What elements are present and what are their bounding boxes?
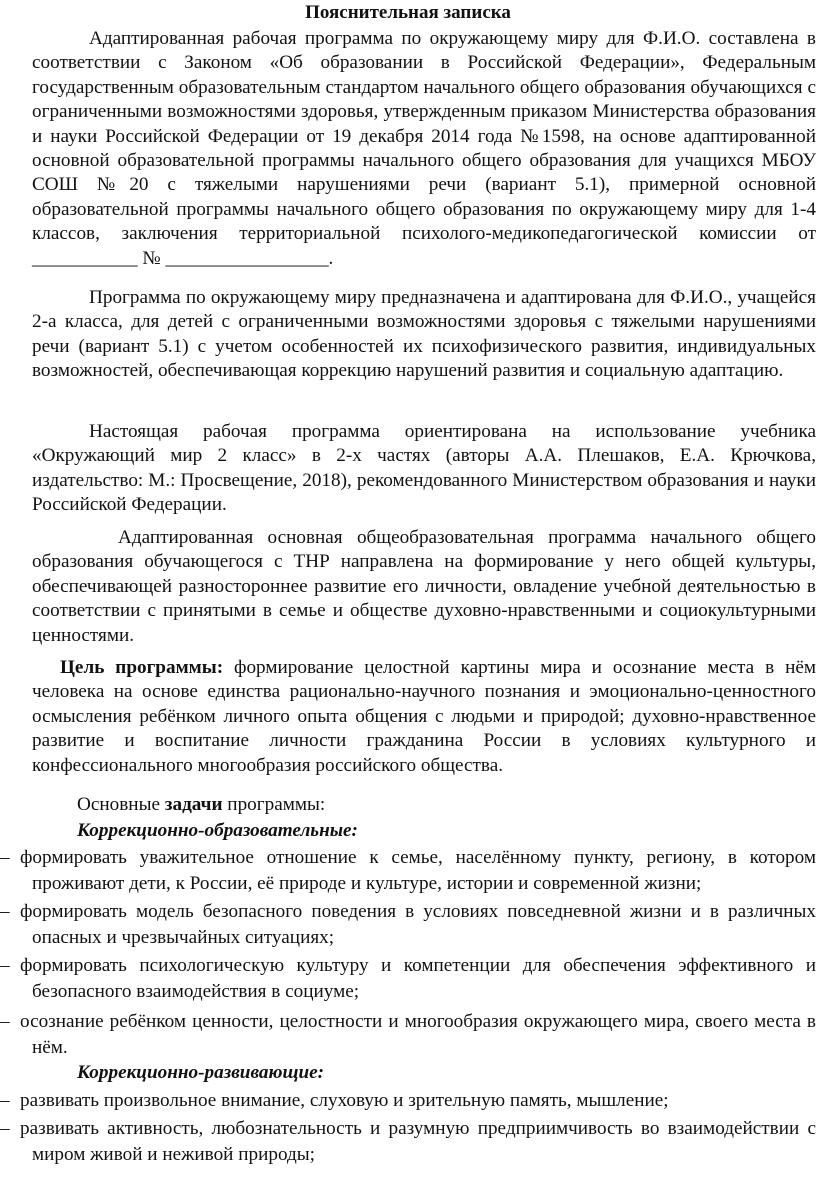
correctional-educational-heading: Коррекционно-образовательные:	[77, 820, 358, 841]
list-item	[0, 1116, 816, 1168]
list-item	[0, 899, 816, 951]
list-item-text: развивать активность, любознательность и разумную предприимчивость во взаимодействии с миром живой и неживой природы;	[20, 1118, 816, 1165]
number-blank: _________________	[165, 247, 329, 269]
page-title: Пояснительная записка	[305, 2, 511, 23]
dash-marker: –	[0, 1090, 10, 1111]
list-item-text: формировать психологическую культуру и компетенции для обеспечения эффективного и безопасного взаимодействия в социуме;	[20, 955, 816, 1002]
tasks-prefix: Основные	[77, 794, 165, 815]
list-item-text: формировать уважительное отношение к семье, населённому пункту, региону, в котором проживают дети, к России, её природе и культуре, истории и современной жизни;	[20, 847, 816, 894]
tasks-bold: задачи	[164, 794, 223, 815]
list-item-text: осознание ребёнком ценности, целостности и многообразия окружающего мира, своего места в нём.	[20, 1011, 816, 1058]
date-blank: ___________	[32, 247, 138, 269]
list-item	[0, 1088, 816, 1114]
paragraph-program: Адаптированная основная общеобразовательная программа начального общего образования обучающегося с ТНР направлена на формирование у него общей культуры, обеспечивающей разностороннее развитие его личности, овладение учебной деятельностью в соответствии с принятыми в семье и обществе духовно-нравственными и социокультурными ценностями.	[32, 527, 816, 646]
goal-label: Цель программы:	[60, 657, 224, 678]
number-sign: №	[142, 247, 161, 269]
paragraph-purpose: Программа по окружающему миру предназначена и адаптирована для Ф.И.О., учащейся 2-а класса, для детей с ограниченными возможностями здоровья с тяжелыми нарушениями речи (вариант 5.1) с учетом особенностей их психофизического развития, индивидуальных возможностей, обеспечивающая коррекцию нарушений развития и социальную адаптацию.	[32, 287, 816, 382]
correctional-developmental-heading: Коррекционно-развивающие:	[77, 1062, 325, 1083]
goal-text: формирование целостной картины мира и осознание места в нём человека на основе единства рационально-научного познания и эмоционально-ценностного осмысления ребёнком личного опыта общения с людьми и природой; духовно-нравственное развитие и воспитание личности гражданина России в условиях культурного и конфессионального многообразия российского общества.	[32, 657, 816, 776]
dash-marker: –	[0, 1011, 10, 1032]
list-item	[0, 953, 816, 1005]
list-item	[0, 1009, 816, 1061]
paragraph-goal	[32, 656, 816, 778]
tasks-heading	[77, 793, 325, 817]
paragraph-intro-end: .	[328, 247, 334, 269]
paragraph-textbook: Настоящая рабочая программа ориентирована на использование учебника «Окружающий мир 2 класс» в 2-х частях (авторы А.А. Плешаков, Е.А. Крючкова, издательство: М.: Просвещение, 2018), рекомендованного Министерством образования и науки Российской Федерации.	[32, 421, 816, 516]
paragraph-intro-text: Адаптированная рабочая программа по окружающему миру для Ф.И.О. составлена в соответствии с Законом «Об образовании в Российской Федерации», Федеральным государственным образовательным стандартом начального общего образования обучающихся с ограниченными возможностями здоровья, утвержденным приказом Министерства образования и науки Российской Федерации от 19 декабря 2014 года №1598, на основе адаптированной основной образовательной программы начального общего образования для учащихся МБОУ СОШ №20 с тяжелыми нарушениями речи (вариант 5.1), примерной основной образовательной программы начального общего образования по окружающему миру для 1-4 классов, заключения территориальной психолого-медикопедагогической комиссии от	[32, 28, 816, 245]
dash-marker: –	[0, 1118, 10, 1139]
list-item	[0, 845, 816, 897]
dash-marker: –	[0, 955, 10, 976]
paragraph-intro	[32, 27, 816, 271]
tasks-suffix: программы:	[222, 794, 326, 815]
list-item-text: развивать произвольное внимание, слуховую и зрительную память, мышление;	[20, 1090, 669, 1111]
dash-marker: –	[0, 847, 10, 868]
list-item-text: формировать модель безопасного поведения в условиях повседневной жизни и в различных опасных и чрезвычайных ситуациях;	[20, 901, 816, 948]
dash-marker: –	[0, 901, 10, 922]
